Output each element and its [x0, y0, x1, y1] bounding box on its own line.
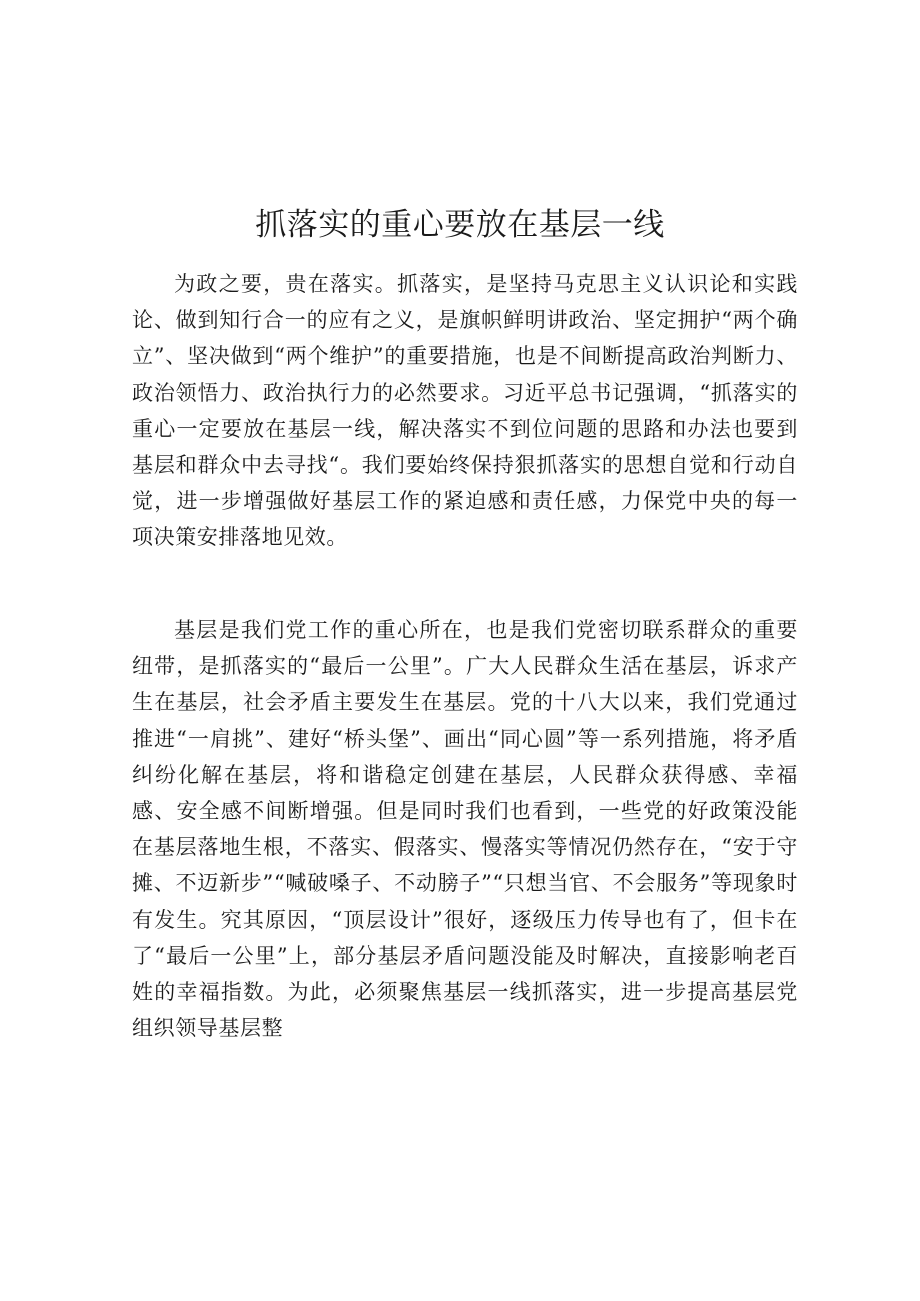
paragraph-2: 基层是我们党工作的重心所在，也是我们党密切联系群众的重要纽带，是抓落实的“最后一公里”。广大人民群众生活在基层，诉求产生在基层，社会矛盾主要发生在基层。党的十八大以来，我们党通过推进“一肩挑”、建好“桥头堡”、画出“同心圆”等一系列措施，将矛盾纠纷化解在基层，将和谐稳定创建在基层，人民群众获得感、幸福感、安全感不间断增强。但是同时我们也看到，一些党的好政策没能在基层落地生根，不落实、假落实、慢落实等情况仍然存在，“安于守摊、不迈新步”“喊破嗓子、不动膀子”“只想当官、不会服务”等现象时有发生。究其原因，“顶层设计”很好，逐级压力传导也有了，但卡在了“最后一公里”上，部分基层矛盾问题没能及时解决，直接影响老百姓的幸福指数。为此，必须聚焦基层一线抓落实，进一步提高基层党组织领导基层整	[132, 618, 798, 1041]
paragraph-1: 为政之要，贵在落实。抓落实，是坚持马克思主义认识论和实践论、做到知行合一的应有之义，是旗帜鲜明讲政治、坚定拥护“两个确立”、坚决做到“两个维护”的重要措施，也是不间断提高政治判断力、政治领悟力、政治执行力的必然要求。习近平总书记强调，“抓落实的重心一定要放在基层一线，解决落实不到位问题的思路和办法也要到基层和群众中去寻找“。我们要始终保持狠抓落实的思想自觉和行动自觉，进一步增强做好基层工作的紧迫感和责任感，力保党中央的每一项决策安排落地见效。	[132, 272, 798, 550]
document-title: 抓落实的重心要放在基层一线	[255, 207, 665, 243]
